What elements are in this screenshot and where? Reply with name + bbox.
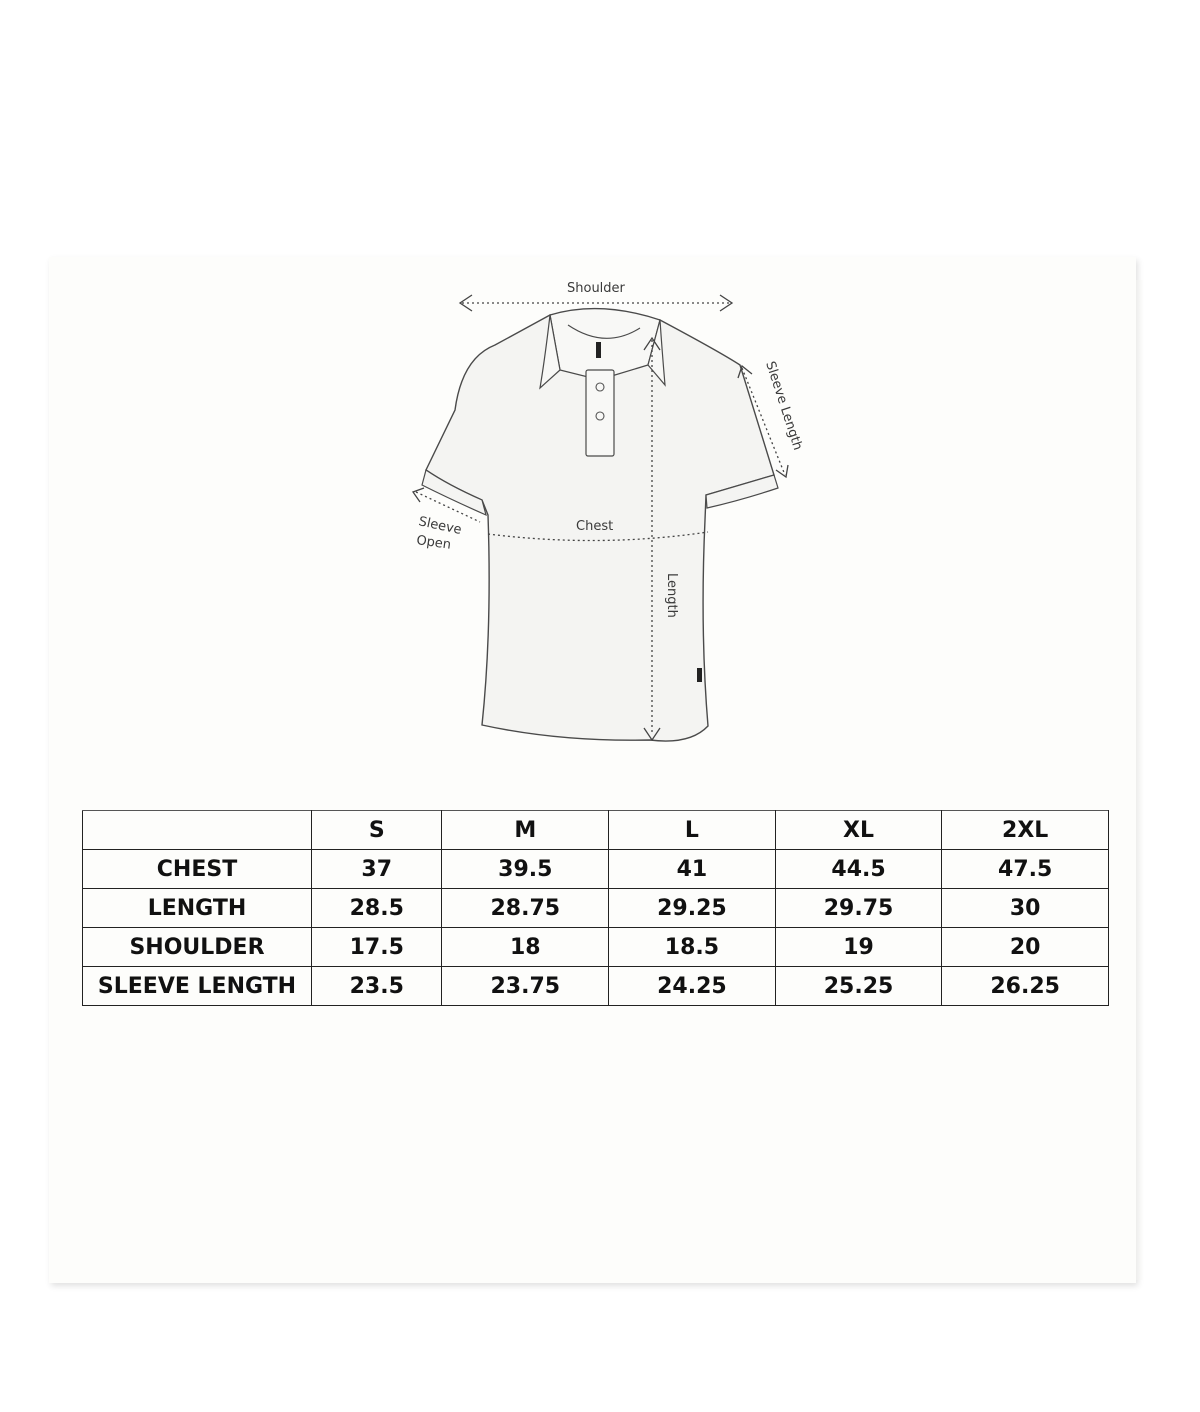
table-row — [83, 889, 1109, 928]
table-row — [83, 967, 1109, 1006]
table-cell: 44.5 — [775, 850, 942, 889]
sleeve-length-label: Sleeve Length — [762, 359, 806, 453]
table-cell: 47.5 — [942, 850, 1109, 889]
table-cell: 41 — [609, 850, 776, 889]
table-header-row — [83, 811, 1109, 850]
chest-label: Chest — [576, 519, 614, 534]
sleeve-open-label-line1: Sleeve — [417, 514, 463, 538]
size-header-xl: XL — [775, 811, 942, 850]
length-label: Length — [664, 573, 679, 618]
table-cell: 18 — [442, 928, 609, 967]
table-cell: 17.5 — [312, 928, 442, 967]
table-row — [83, 850, 1109, 889]
row-label: LENGTH — [83, 889, 312, 928]
size-header-m: M — [442, 811, 609, 850]
table-cell: 19 — [775, 928, 942, 967]
table-cell: 23.5 — [312, 967, 442, 1006]
table-cell: 18.5 — [609, 928, 776, 967]
table-row — [83, 928, 1109, 967]
table-cell: 37 — [312, 850, 442, 889]
neck-label — [596, 342, 601, 358]
table-cell: 28.75 — [442, 889, 609, 928]
card-shadow-edge — [1136, 280, 1144, 1280]
table-cell: 24.25 — [609, 967, 776, 1006]
table-cell: 20 — [942, 928, 1109, 967]
shoulder-label: Shoulder — [567, 281, 625, 296]
polo-shirt-diagram — [400, 270, 820, 760]
table-cell: 29.75 — [775, 889, 942, 928]
row-label: CHEST — [83, 850, 312, 889]
table-cell: 23.75 — [442, 967, 609, 1006]
table-cell: 29.25 — [609, 889, 776, 928]
table-cell: 25.25 — [775, 967, 942, 1006]
row-label: SLEEVE LENGTH — [83, 967, 312, 1006]
corner-cell — [83, 811, 312, 850]
table-cell: 30 — [942, 889, 1109, 928]
sleeve-open-label-line2: Open — [415, 533, 452, 553]
row-label: SHOULDER — [83, 928, 312, 967]
size-header-s: S — [312, 811, 442, 850]
size-chart-table — [82, 810, 1109, 1006]
size-header-l: L — [609, 811, 776, 850]
table-cell: 28.5 — [312, 889, 442, 928]
size-header-2xl: 2XL — [942, 811, 1109, 850]
side-tag — [697, 668, 702, 682]
table-cell: 39.5 — [442, 850, 609, 889]
table-cell: 26.25 — [942, 967, 1109, 1006]
polo-shirt-illustration — [400, 270, 820, 760]
